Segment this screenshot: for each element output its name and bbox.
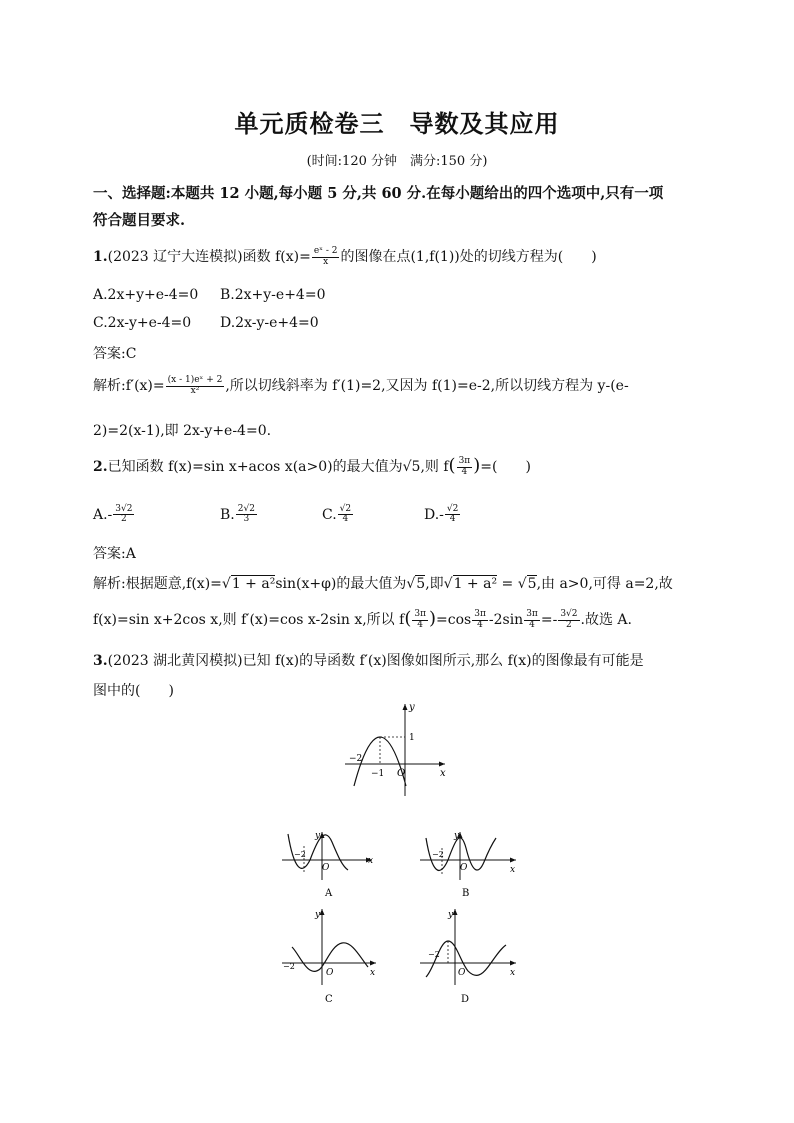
graph-label: A xyxy=(325,888,333,899)
fraction-denominator: x xyxy=(323,256,329,267)
explanation-line1 xyxy=(93,375,629,396)
sqrt-radicand: 5 xyxy=(416,576,426,592)
sqrt-radicand: 1 + a² xyxy=(453,576,498,592)
x-axis-arrow xyxy=(439,762,445,767)
tick-label: −2 xyxy=(432,850,444,859)
question-3-stem-line2: 图中的( ) xyxy=(93,683,174,699)
fraction-numerator: 2√2 xyxy=(237,504,255,514)
tick-label: −2 xyxy=(283,962,295,971)
fraction-denominator: 4 xyxy=(529,619,535,630)
fraction-denominator: x² xyxy=(190,385,200,396)
option-c: C.2x-y+e-4=0 xyxy=(93,315,192,331)
tick-label: −2 xyxy=(428,950,440,959)
option-label: B. xyxy=(220,506,235,523)
derivative-graph xyxy=(340,700,450,800)
graph-label: B xyxy=(462,888,470,899)
explanation-text: ,即 xyxy=(425,576,444,592)
fraction-numerator: 3√2 xyxy=(115,504,133,514)
stem-text: 函数 f(x)= xyxy=(242,249,311,265)
y-label: y xyxy=(315,831,321,841)
option-b xyxy=(220,505,258,525)
fraction-numerator: 3π xyxy=(414,609,426,620)
question-3-stem xyxy=(93,650,644,670)
explanation-text: =- xyxy=(540,612,558,628)
explanation-text: -2sin xyxy=(488,612,524,628)
option-d: D.2x-y-e+4=0 xyxy=(220,315,319,331)
explanation-text: = xyxy=(497,576,518,592)
fraction xyxy=(338,505,353,525)
fraction-denominator: 2 xyxy=(566,619,572,630)
fraction xyxy=(113,505,134,525)
y-label: y xyxy=(448,910,454,920)
stem-text: =( ) xyxy=(480,459,531,475)
origin-label: O xyxy=(322,863,330,873)
stem-text: ,则 f xyxy=(420,459,449,475)
function-curve xyxy=(426,941,506,977)
fraction xyxy=(166,376,225,396)
y-axis-arrow xyxy=(403,704,408,710)
fraction xyxy=(472,610,488,630)
graph-label: C xyxy=(325,994,333,1005)
option-graph-c xyxy=(280,905,380,1005)
graph-label: D xyxy=(461,994,470,1005)
y-axis-arrow xyxy=(453,909,458,915)
sqrt-expression: √5 xyxy=(402,459,421,475)
y-label: y xyxy=(315,910,321,920)
fraction xyxy=(312,247,340,267)
answer: 答案:C xyxy=(93,346,137,362)
x-label: x xyxy=(440,768,446,779)
explanation-text: =cos xyxy=(436,612,472,628)
question-number: 3. xyxy=(93,653,108,669)
fraction-denominator: 4 xyxy=(477,619,483,630)
section-heading-line1: 一、选择题:本题共 12 小题,每小题 5 分,共 60 分.在每小题给出的四个选项中,只有一项 xyxy=(93,185,664,202)
stem-text: 已知 f(x)的导函数 f′(x)图像如图所示,那么 f(x)的图像最有可能是 xyxy=(242,653,644,669)
exam-info: (时间:120 分钟 满分:150 分) xyxy=(306,154,488,169)
explanation-text: ,所以切线斜率为 f′(1)=2,又因为 f(1)=e-2,所以切线方程为 y-(e- xyxy=(225,378,629,394)
y-axis-arrow xyxy=(320,909,325,915)
tick-label: −2 xyxy=(294,850,306,859)
fraction-denominator: 2 xyxy=(121,514,127,525)
y-label: y xyxy=(454,831,460,841)
explanation-text: .故选 A. xyxy=(580,612,632,628)
fraction-denominator: 4 xyxy=(342,514,349,525)
option-graph-d xyxy=(418,905,518,1005)
explanation-line1: 解析:根据题意,f(x)=√1 + a²sin(x+φ)的最大值为√5,即√1 + a² = √5,由 a>0,可得 a=2,故 xyxy=(93,576,673,592)
fraction-numerator: 3π xyxy=(474,609,486,620)
section-heading-line2: 符合题目要求. xyxy=(93,212,186,229)
question-2-stem: 2.已知函数 f(x)=sin x+acos x(a>0)的最大值为√5,则 f( $\frac{3\pi}{4}$ )=( ) xyxy=(93,455,531,477)
fraction-numerator: (x - 1)eˣ + 2 xyxy=(167,375,223,386)
question-source: (2023 湖北黄冈模拟) xyxy=(107,653,243,669)
explanation-text: sin(x+φ)的最大值为 xyxy=(275,576,407,592)
y-label: y xyxy=(409,702,415,713)
fraction-numerator: √2 xyxy=(339,504,352,514)
fraction-numerator: √2 xyxy=(446,504,459,514)
tick-label: 1 xyxy=(409,733,415,743)
page-title: 单元质检卷三 导数及其应用 xyxy=(234,110,560,138)
stem-text: 的图像在点(1,f(1))处的切线方程为( ) xyxy=(340,249,597,265)
sqrt-radicand: 5 xyxy=(527,576,537,592)
option-label: D.- xyxy=(424,506,444,523)
origin-label: O xyxy=(397,768,406,779)
option-label: C. xyxy=(322,506,337,523)
option-a xyxy=(93,505,135,525)
fraction xyxy=(412,610,428,630)
question-1-stem xyxy=(93,246,597,267)
option-d xyxy=(424,505,461,525)
x-label: x xyxy=(510,865,516,875)
fraction xyxy=(236,505,257,525)
fraction xyxy=(558,610,579,630)
fraction-denominator: 3 xyxy=(243,514,250,525)
answer: 答案:A xyxy=(93,546,136,562)
explanation-text: f(x)=sin x+2cos x,则 f′(x)=cos x-2sin x,所以 f xyxy=(93,612,405,628)
origin-label: O xyxy=(458,968,466,978)
question-number: 2. xyxy=(93,459,108,475)
question-source: (2023 辽宁大连模拟) xyxy=(107,249,243,265)
fraction xyxy=(457,457,473,477)
tick-label: −2 xyxy=(349,754,363,764)
fraction xyxy=(445,505,460,525)
explanation-text: 解析:根据题意,f(x)= xyxy=(93,576,222,592)
origin-label: O xyxy=(326,968,334,978)
explanation-text: 解析:f′(x)= xyxy=(93,378,165,394)
question-number: 1. xyxy=(93,249,108,265)
fraction-numerator: 3π xyxy=(458,456,471,467)
sqrt-radicand: 1 + a² xyxy=(231,576,276,592)
fraction-denominator: 4 xyxy=(449,514,456,525)
fraction-denominator: 4 xyxy=(461,466,468,477)
tick-label: −1 xyxy=(371,769,385,779)
explanation-line2: 2)=2(x-1),即 2x-y+e-4=0. xyxy=(93,423,272,439)
fraction-numerator: 3π xyxy=(526,609,538,620)
x-label: x xyxy=(510,968,516,978)
option-label: A.- xyxy=(93,506,113,523)
explanation-text: ,由 a>0,可得 a=2,故 xyxy=(536,576,673,592)
stem-text: 已知函数 f(x)=sin x+acos x(a>0)的最大值为 xyxy=(107,459,403,475)
x-axis-arrow xyxy=(370,961,376,966)
x-label: x xyxy=(368,856,374,866)
fraction-numerator: eˣ - 2 xyxy=(313,246,338,257)
x-label: x xyxy=(370,968,376,978)
option-a: A.2x+y+e-4=0 xyxy=(93,287,199,303)
fraction-numerator: 3√2 xyxy=(560,609,578,620)
fraction-denominator: 4 xyxy=(417,619,424,630)
x-axis-arrow xyxy=(510,858,516,863)
origin-label: O xyxy=(460,863,468,873)
explanation-line2: f(x)=sin x+2cos x,则 f′(x)=cos x-2sin x,所以 f( $\frac{3\pi}{4}$ )=cos $\frac{3\pi}{4}$ -2sin $\frac{3\pi}{4}$ =- $\frac{3√2}{2}$ .故选 A. xyxy=(93,608,632,630)
option-b: B.2x+y-e+4=0 xyxy=(220,287,326,303)
fraction xyxy=(524,610,540,630)
option-c xyxy=(322,505,354,525)
x-axis-arrow xyxy=(510,961,516,966)
